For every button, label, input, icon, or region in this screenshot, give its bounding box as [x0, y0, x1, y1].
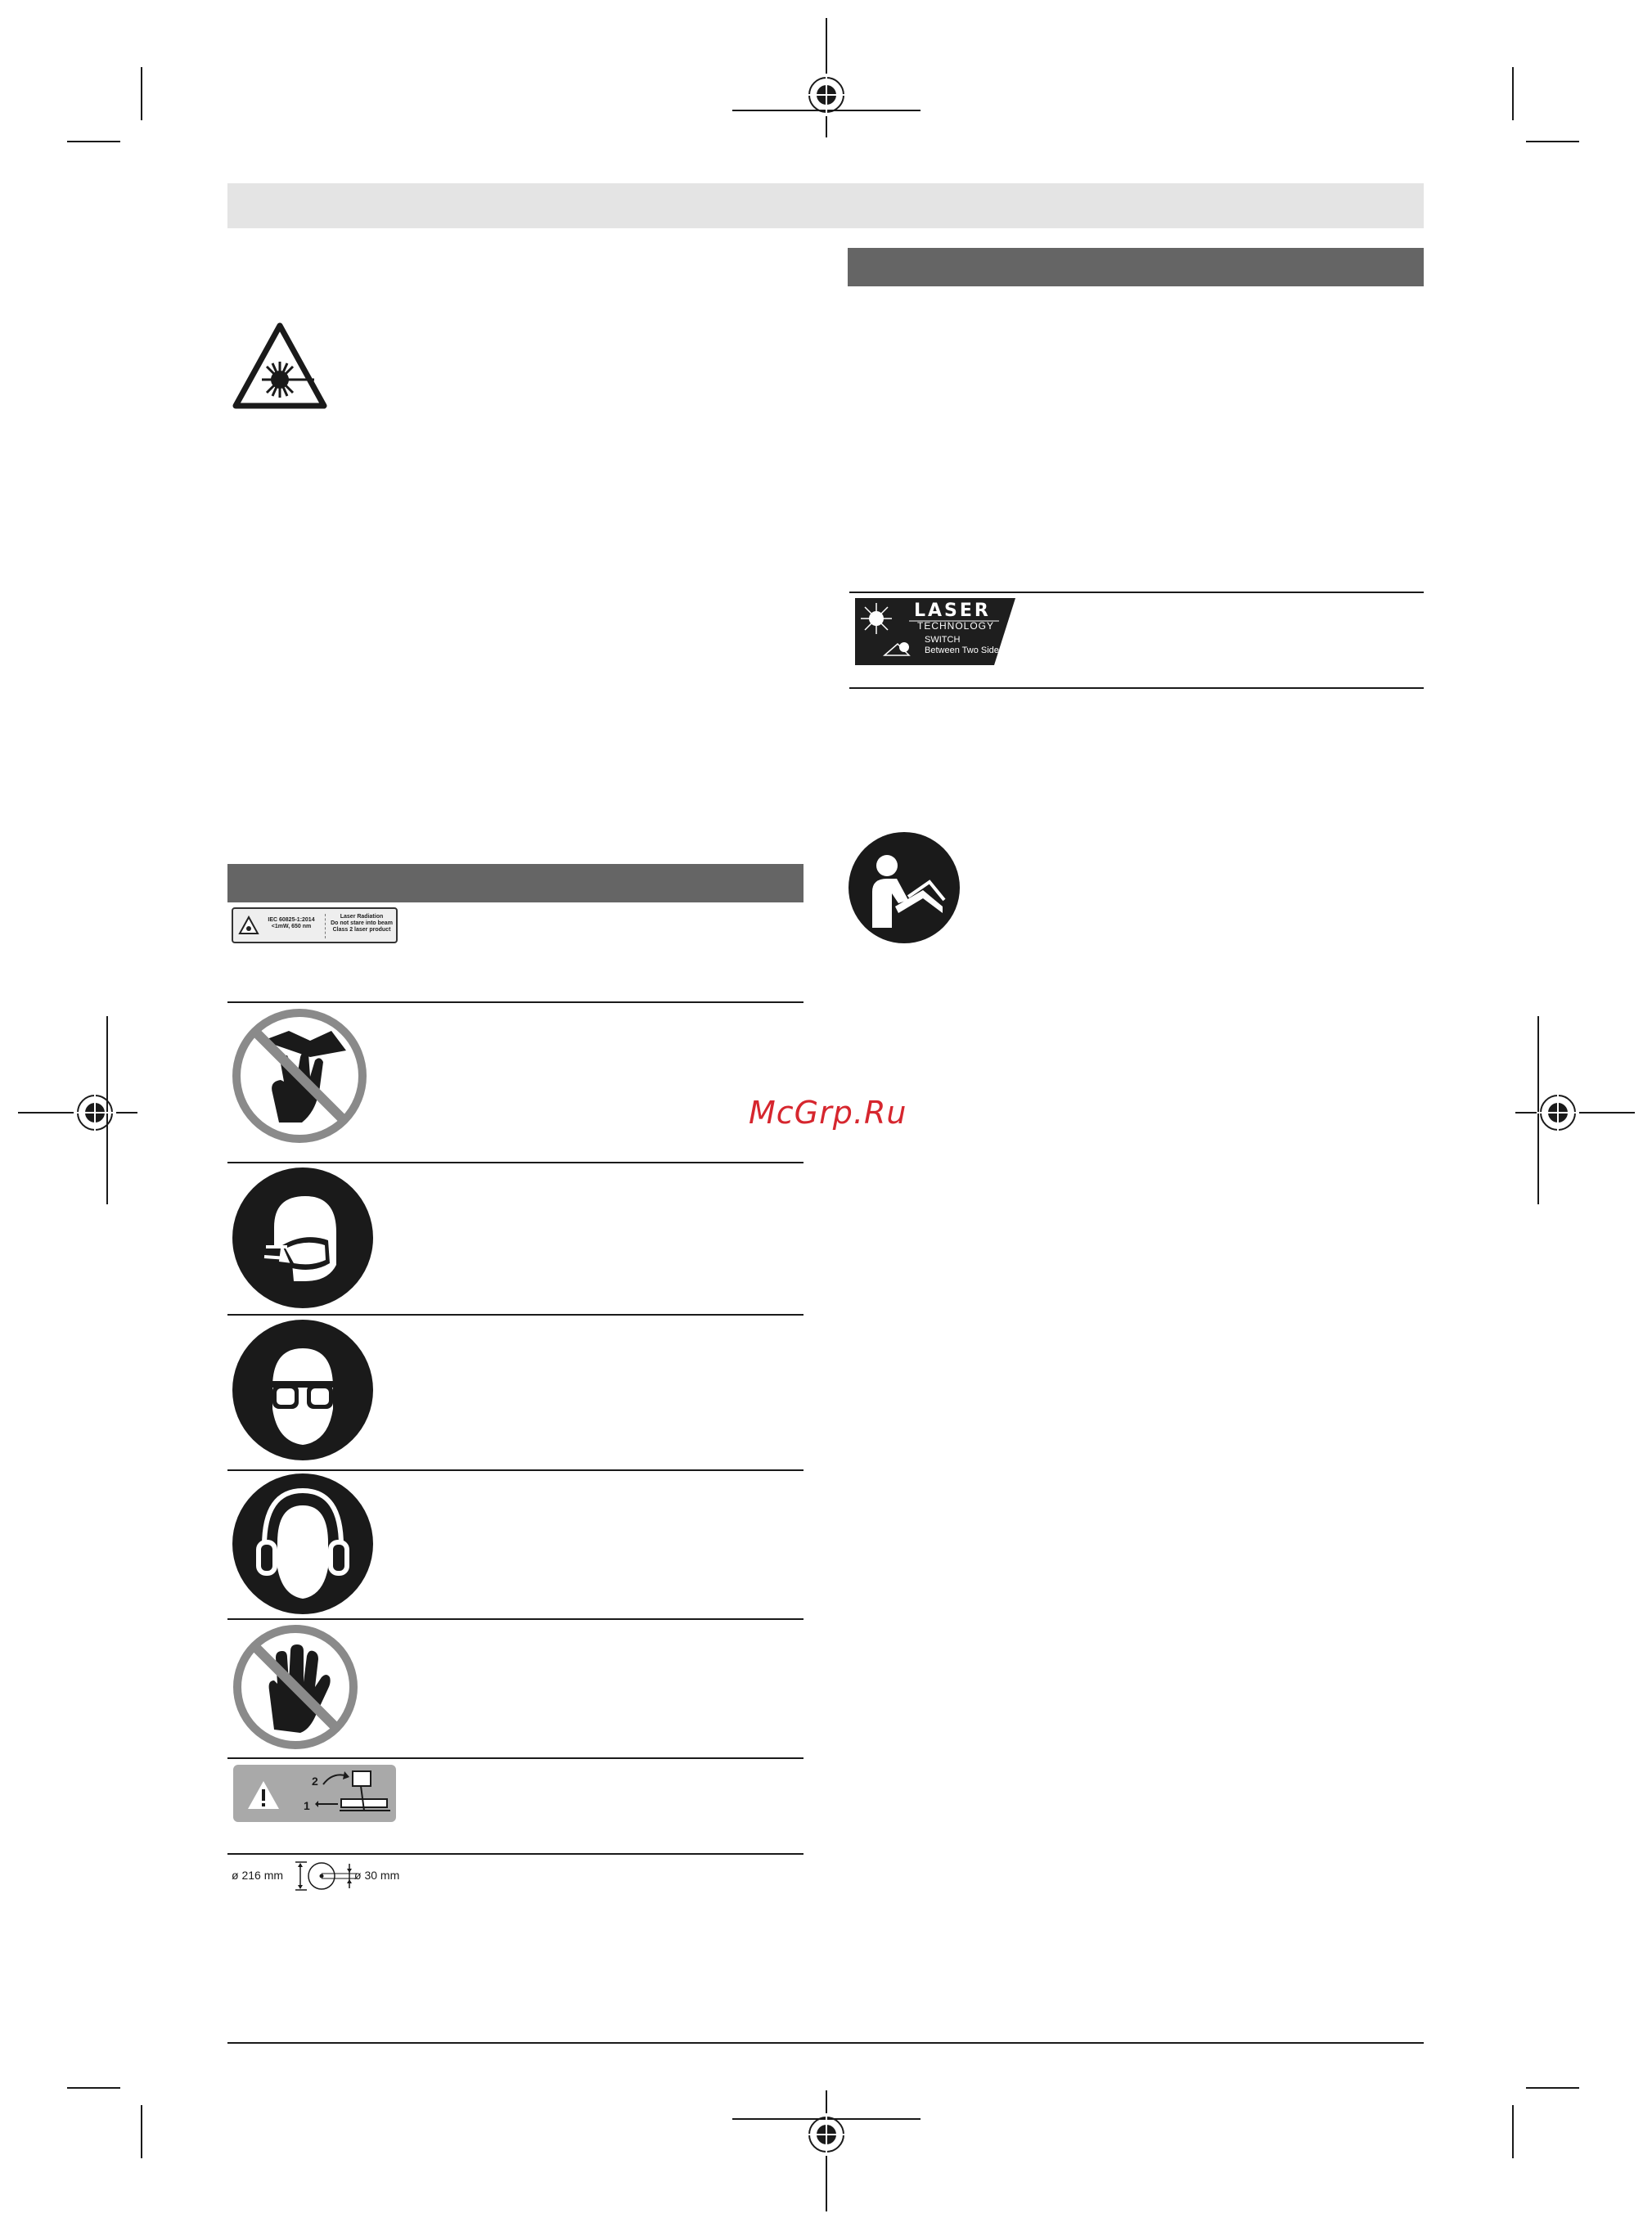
crop-mark	[1512, 67, 1514, 120]
no-hands-near-blade-icon	[232, 1008, 367, 1144]
badge-title: LASER	[914, 601, 991, 621]
blade-diagram	[282, 1859, 361, 1895]
wear-dust-mask-icon	[232, 1167, 374, 1309]
crop-mark	[67, 141, 120, 142]
wear-eye-protection-icon	[232, 1319, 374, 1461]
label-class: Class 2 laser product	[332, 927, 391, 933]
table-rule	[227, 1853, 803, 1855]
read-manual-icon	[848, 831, 961, 944]
crop-mark	[141, 67, 142, 120]
registration-mark-left	[16, 1047, 139, 1178]
table-rule	[227, 1162, 803, 1163]
exclamation-warning-icon	[246, 1779, 281, 1811]
wear-hearing-protection-icon	[232, 1473, 374, 1615]
section-header-bar-left	[227, 864, 803, 902]
laser-product-label	[232, 907, 398, 943]
registration-mark-right	[1514, 1047, 1636, 1178]
no-gloves-icon	[232, 1623, 359, 1751]
crop-mark	[1526, 2087, 1579, 2089]
badge-subtitle: TECHNOLOGY	[917, 620, 995, 632]
label-power: <1mW, 650 nm	[271, 924, 312, 929]
section-header-bar-right	[848, 248, 1424, 286]
crop-mark	[67, 2087, 120, 2089]
crop-mark	[141, 2105, 142, 2158]
operating-steps-warning-label	[233, 1765, 396, 1822]
label-divider	[325, 914, 326, 938]
label-radiation: Laser Radiation	[340, 914, 384, 920]
step-2-number: 2	[312, 1775, 318, 1788]
blade-outer-diameter: ø 216 mm	[232, 1869, 284, 1882]
registration-mark-bottom	[732, 2090, 921, 2213]
watermark: McGrp.Ru	[749, 1095, 907, 1131]
table-rule	[227, 1001, 803, 1003]
saw-operation-diagram	[315, 1768, 394, 1820]
table-rule	[227, 1618, 803, 1620]
badge-between: Between Two Sides	[925, 646, 1004, 655]
table-rule	[849, 687, 1424, 689]
page-header-band	[227, 183, 1424, 228]
table-rule	[227, 1314, 803, 1316]
step-1-number: 1	[304, 1799, 310, 1812]
label-standard: IEC 60825-1:2014	[268, 917, 315, 923]
page-footer-rule	[227, 2042, 1424, 2044]
laser-warning-icon	[231, 321, 329, 412]
laser-technology-badge	[852, 596, 1018, 667]
badge-switch: SWITCH	[925, 635, 961, 645]
registration-mark-top	[732, 16, 921, 139]
crop-mark	[1512, 2105, 1514, 2158]
table-rule	[227, 1757, 803, 1759]
table-rule	[227, 1469, 803, 1471]
label-laser-triangle-icon	[238, 916, 259, 935]
crop-mark	[1526, 141, 1579, 142]
label-do-not-stare: Do not stare into beam	[331, 920, 393, 926]
blade-bore-diameter: ø 30 mm	[354, 1869, 400, 1882]
table-rule	[849, 592, 1424, 593]
